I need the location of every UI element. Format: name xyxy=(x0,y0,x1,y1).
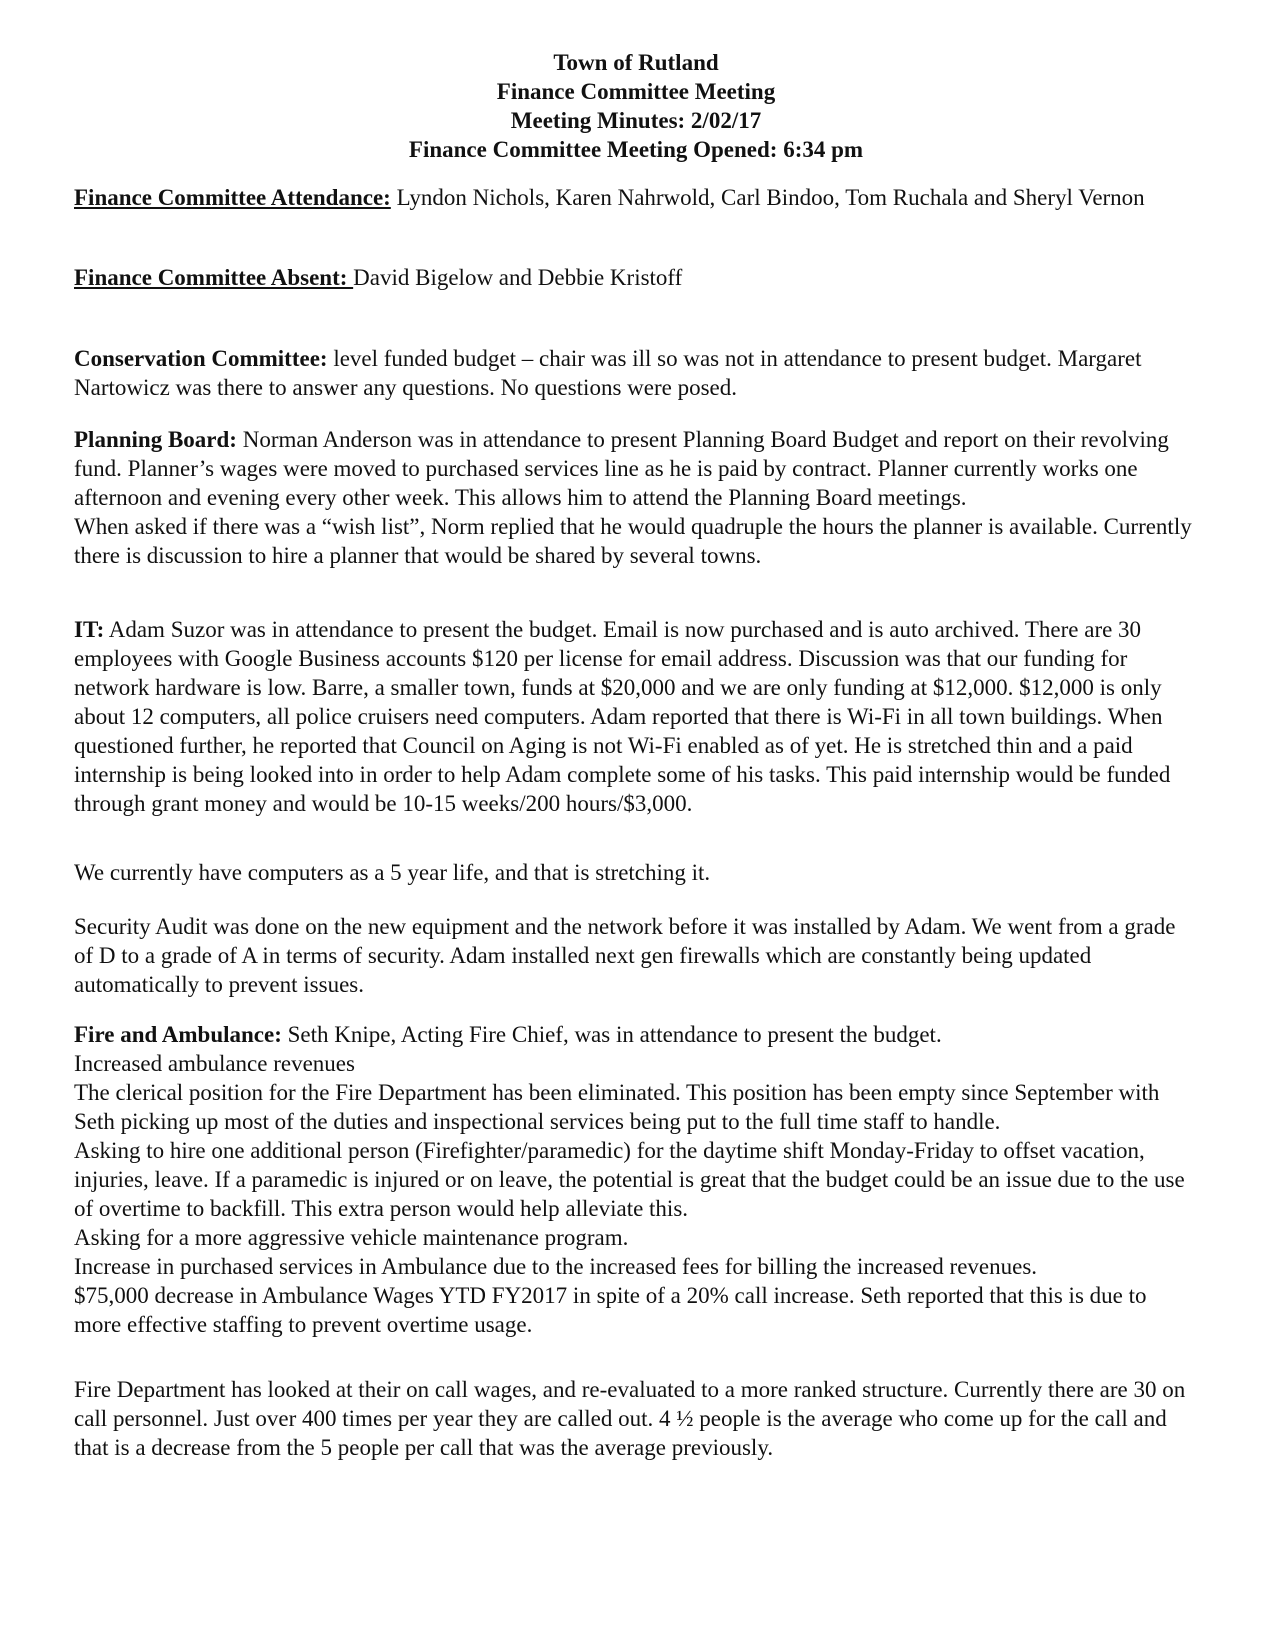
fire-line: Asking for a more aggressive vehicle maintenance program. xyxy=(74,1225,629,1250)
fire-label: Fire and Ambulance: xyxy=(74,1022,282,1047)
fire-line: Increased ambulance revenues xyxy=(74,1051,355,1076)
attendance-section xyxy=(74,183,1199,212)
fire-line: Increase in purchased services in Ambulance due to the increased fees for billing the increased revenues. xyxy=(74,1254,1038,1279)
absent-paragraph xyxy=(74,263,1199,292)
planning-text: Norman Anderson was in attendance to present Planning Board Budget and report on their revolving fund. Planner’s wages were moved to purchased services line as he is paid by contract. Planner currently works one afternoon and evening every other week. This allows him to attend the Planning Board meetings. xyxy=(74,427,1169,510)
absent-label: Finance Committee Absent: xyxy=(74,265,354,290)
fire-line: The clerical position for the Fire Department has been eliminated. This position has been empty since September with Seth picking up most of the duties and inspectional services being put to the full time staff to handle. xyxy=(74,1080,1160,1134)
it-paragraph xyxy=(74,615,1199,818)
fire-oncall-section xyxy=(74,1375,1199,1462)
planning-section xyxy=(74,425,1199,570)
fire-oncall-paragraph: Fire Department has looked at their on call wages, and re-evaluated to a more ranked structure. Currently there are 30 on call personnel. Just over 400 times per year they are called out. 4 ½ people is the average who come up for the call and that is a decrease from the 5 people per call that was the average previously. xyxy=(74,1377,1186,1460)
attendance-names: Lyndon Nichols, Karen Nahrwold, Carl Bindoo, Tom Ruchala and Sheryl Vernon xyxy=(390,185,1145,210)
planning-label: Planning Board: xyxy=(74,427,237,452)
fire-paragraph xyxy=(74,1020,1199,1049)
meeting-minutes-date: Meeting Minutes: 2/02/17 xyxy=(510,108,762,133)
attendance-label: Finance Committee Attendance: xyxy=(74,185,391,210)
absent-section xyxy=(74,263,1199,292)
fire-text: Seth Knipe, Acting Fire Chief, was in attendance to present the budget. xyxy=(281,1022,942,1047)
meeting-opened-time: Finance Committee Meeting Opened: 6:34 pm xyxy=(408,137,864,162)
it-computers-section xyxy=(74,858,1199,887)
it-security-section xyxy=(74,912,1199,999)
it-computers-paragraph: We currently have computers as a 5 year life, and that is stretching it. xyxy=(74,860,711,885)
fire-line: Asking to hire one additional person (Firefighter/paramedic) for the daytime shift Monday-Friday to offset vacation, injuries, leave. If a paramedic is injured or on leave, the potential is great that the budget could be an issue due to the use of overtime to backfill. This extra person would help alleviate this. xyxy=(74,1138,1185,1221)
committee-title: Finance Committee Meeting xyxy=(496,79,776,104)
conservation-label: Conservation Committee: xyxy=(74,346,328,371)
attendance-paragraph xyxy=(74,183,1199,212)
document-header xyxy=(0,48,1272,164)
fire-line: $75,000 decrease in Ambulance Wages YTD FY2017 in spite of a 20% call increase. Seth reported that this is due to more effective staffing to prevent overtime usage. xyxy=(74,1283,1147,1337)
planning-wishlist-paragraph: When asked if there was a “wish list”, Norm replied that he would quadruple the hours the planner is available. Currently there is discussion to hire a planner that would be shared by several towns. xyxy=(74,514,1192,568)
fire-section xyxy=(74,1020,1199,1339)
conservation-text: level funded budget – chair was ill so was not in attendance to present budget. Margaret Nartowicz was there to answer any questions. No questions were posed. xyxy=(74,346,1142,400)
town-name: Town of Rutland xyxy=(553,50,719,75)
it-security-paragraph: Security Audit was done on the new equipment and the network before it was installed by Adam. We went from a grade of D to a grade of A in terms of security. Adam installed next gen firewalls which are constantly being updated automatically to prevent issues. xyxy=(74,914,1176,997)
absent-names: David Bigelow and Debbie Kristoff xyxy=(353,265,683,290)
conservation-section xyxy=(74,344,1199,402)
conservation-paragraph xyxy=(74,344,1199,402)
planning-paragraph xyxy=(74,425,1199,512)
it-text: Adam Suzor was in attendance to present the budget. Email is now purchased and is auto archived. There are 30 employees with Google Business accounts $120 per license for email address. Discussion was that our funding for network hardware is low. Barre, a smaller town, funds at $20,000 and we are only funding at $12,000. $12,000 is only about 12 computers, all police cruisers need computers. Adam reported that there is Wi-Fi in all town buildings. When questioned further, he reported that Council on Aging is not Wi-Fi enabled as of yet. He is stretched thin and a paid internship is being looked into in order to help Adam complete some of his tasks. This paid internship would be funded through grant money and would be 10-15 weeks/200 hours/$3,000. xyxy=(74,617,1171,816)
it-section xyxy=(74,615,1199,818)
it-label: IT: xyxy=(74,617,105,642)
